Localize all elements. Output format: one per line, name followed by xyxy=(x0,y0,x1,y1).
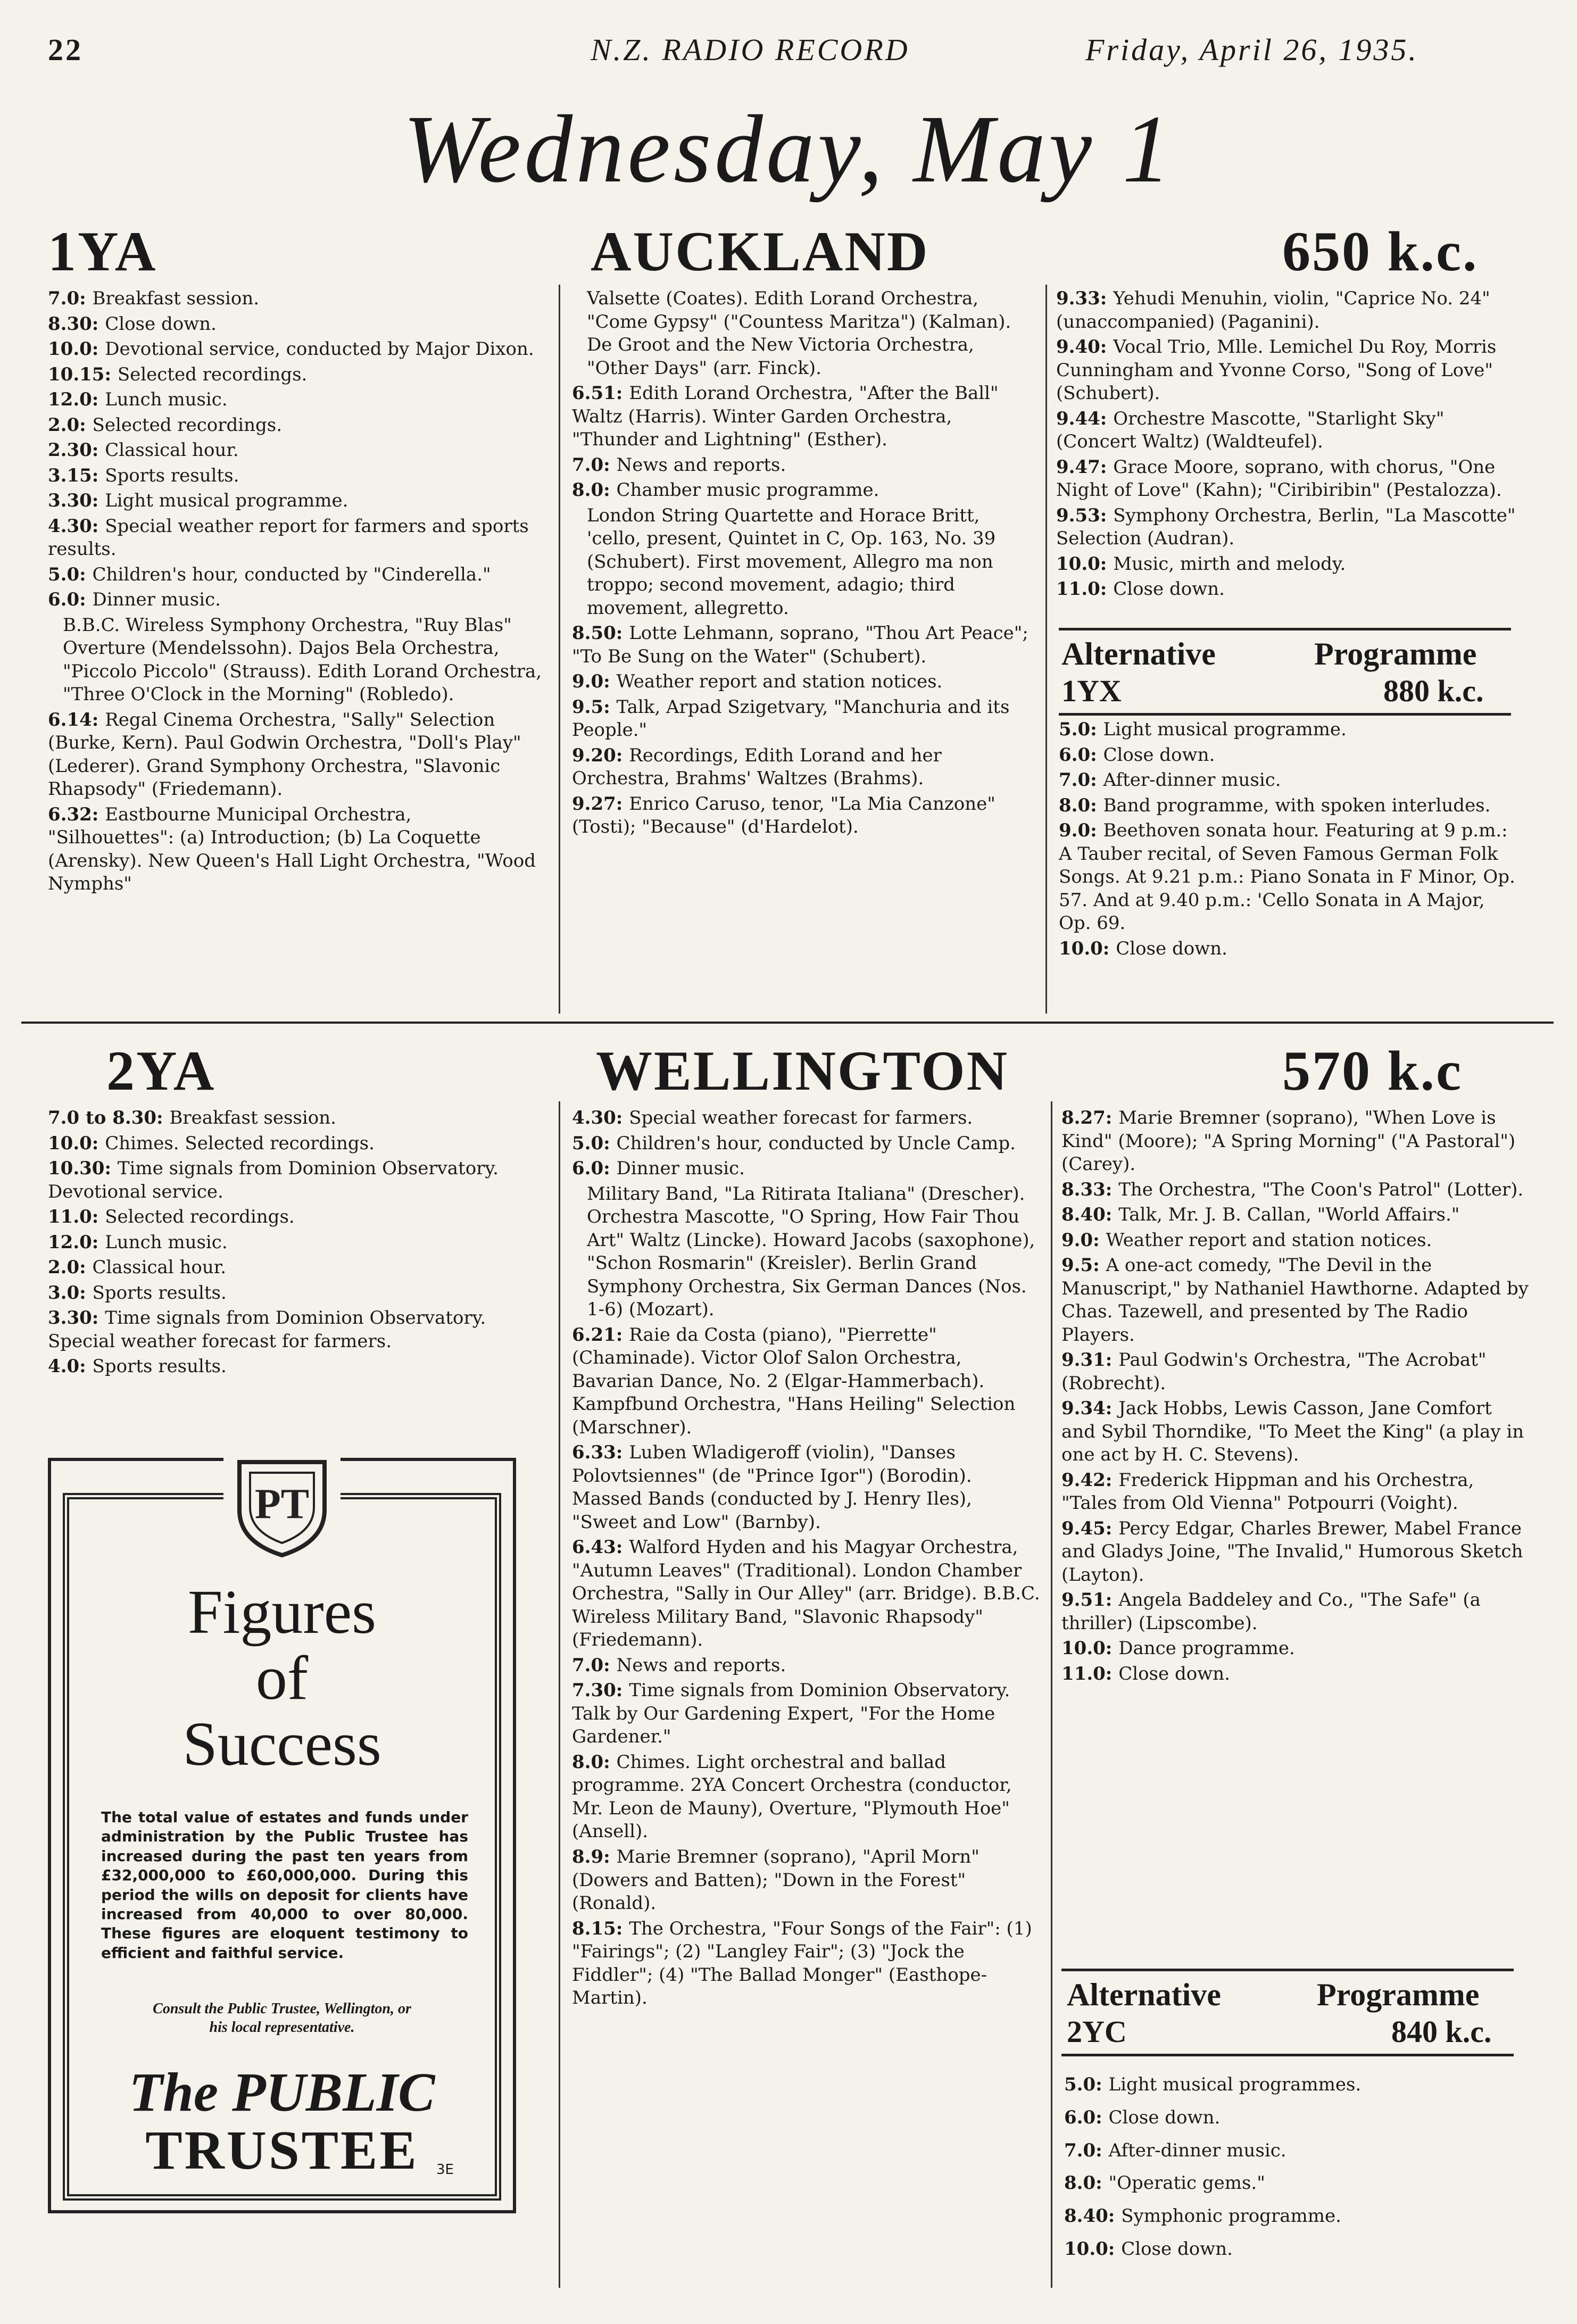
alt-programme-1yx: Programme xyxy=(1314,636,1477,671)
programme-entry xyxy=(1059,769,1522,792)
programme-entry xyxy=(48,338,543,361)
programme-entry xyxy=(1059,744,1522,767)
entry-text: Symphonic programme. xyxy=(1121,2205,1341,2227)
entry-text: Band programme, with spoken interludes. xyxy=(1103,794,1491,816)
entry-text: Military Band, "La Ritirata Italiana" (Drescher). Orchestra Mascotte, "O Spring, How Fair Thou Art" Waltz (Lincke). Howard Jacobs (saxophone), "Schon Rosmarin" (Kreisler). Berlin Grand Symphony Orchestra, Six German Dances (Nos. 1-6) (Mozart). xyxy=(587,1183,1035,1321)
entry-text: Valsette (Coates). Edith Lorand Orchestra, "Come Gypsy" ("Countess Maritza") (Kalman). De Groot and the New Victoria Orchestra, "Other Days" (arr. Finck). xyxy=(587,288,1011,379)
programme-entry xyxy=(1061,1663,1530,1686)
entry-time: 9.0: xyxy=(1059,820,1103,842)
programme-entry xyxy=(1059,937,1522,961)
entry-text: Sports results. xyxy=(105,464,239,486)
entry-text: Time signals from Dominion Observatory. Devotional service. xyxy=(48,1158,499,1202)
entry-text: Music, mirth and melody. xyxy=(1113,553,1346,575)
programme-entry xyxy=(1056,408,1524,454)
entry-text: Lunch music. xyxy=(105,1231,228,1253)
programme-entry xyxy=(572,1441,1040,1534)
alt-2yc-list xyxy=(1064,2070,1522,2267)
advert-inner-border xyxy=(63,1481,501,2201)
programme-entry xyxy=(48,489,543,513)
entry-time: 6.43: xyxy=(572,1537,629,1558)
programme-entry xyxy=(1064,2103,1522,2134)
entry-time: 8.33: xyxy=(1061,1178,1119,1200)
page-number: 22 xyxy=(48,32,83,67)
entry-text: Close down. xyxy=(1113,578,1225,600)
entry-text: Recordings, Edith Lorand and her Orchestra, Brahms' Waltzes (Brahms). xyxy=(572,744,942,790)
programme-entry xyxy=(1059,794,1522,818)
advert-title xyxy=(69,1579,495,1777)
entry-time: 6.0: xyxy=(1064,2106,1109,2128)
advert-brand-2: TRUSTEE xyxy=(145,2120,419,2181)
auckland-column-1 xyxy=(48,287,543,898)
entry-time: 9.31: xyxy=(1061,1349,1119,1371)
programme-entry xyxy=(1064,2070,1522,2101)
crest-icon xyxy=(223,1451,341,1558)
entry-time: 9.0: xyxy=(1061,1229,1106,1251)
entry-text: Light musical programme. xyxy=(105,490,348,512)
entry-text: Raie da Costa (piano), "Pierrette" (Chaminade). Victor Olof Salon Orchestra, Bavarian Dance, No. 2 (Elgar-Hammerbach). Kampfbund Orchestra, "Hans Heiling" Selection (Marschner). xyxy=(572,1324,1016,1438)
programme-entry xyxy=(1064,2234,1522,2265)
entry-text: Sports results. xyxy=(92,1282,227,1304)
programme-entry xyxy=(1056,504,1524,551)
entry-time: 9.51: xyxy=(1061,1589,1119,1611)
programme-entry xyxy=(48,439,543,462)
programme-entry xyxy=(572,744,1035,791)
entry-time: 5.0: xyxy=(48,563,93,585)
alt-label-2yc: Alternative xyxy=(1067,1977,1221,2012)
auckland-call-sign: 1YA xyxy=(48,220,157,283)
alt-call-2yc: 2YC xyxy=(1067,2014,1127,2049)
entry-time: 10.30: xyxy=(48,1158,118,1180)
alt-freq-2yc: 840 k.c. xyxy=(1391,2014,1492,2049)
column-divider xyxy=(559,285,560,1014)
programme-entry xyxy=(572,1132,1040,1156)
entry-time: 4.30: xyxy=(48,515,105,537)
programme-entry xyxy=(48,1157,543,1204)
alt-rule-top xyxy=(1059,628,1511,630)
entry-time: 6.51: xyxy=(572,383,629,404)
entry-text: Close down. xyxy=(105,313,217,335)
entry-text: Weather report and station notices. xyxy=(1106,1229,1432,1251)
entry-time: 10.0: xyxy=(48,338,105,360)
entry-time: 9.42: xyxy=(1061,1469,1119,1491)
entry-time: 7.0: xyxy=(1064,2139,1109,2161)
entry-text: Close down. xyxy=(1108,2106,1221,2128)
programme-entry xyxy=(1061,1469,1530,1515)
entry-text: A one-act comedy, "The Devil in the Manuscript," by Nathaniel Hawthorne. Adapted by Chas. Tazewell, and presented by The Radio Players. xyxy=(1061,1255,1529,1346)
entry-time: 6.32: xyxy=(48,803,105,825)
entry-time: 9.5: xyxy=(1061,1255,1106,1276)
programme-entry xyxy=(572,1679,1040,1749)
programme-entry xyxy=(1061,1204,1530,1227)
wellington-column-1 xyxy=(48,1107,543,1381)
wellington-frequency: 570 k.c xyxy=(1282,1040,1463,1102)
advert-title-3: Success xyxy=(182,1708,381,1779)
advert-title-2: of xyxy=(255,1642,309,1713)
entry-text: Beethoven sonata hour. Featuring at 9 p.m.: A Tauber recital, of Seven Famous German Folk Songs. At 9.21 p.m.: Piano Sonata in F Minor, Op. 57. And at 9.40 p.m.: 'Cello Sonata in A Major, Op. 69. xyxy=(1059,820,1515,934)
entry-text: Children's hour, conducted by Uncle Camp. xyxy=(616,1132,1016,1154)
programme-entry xyxy=(1061,1107,1530,1176)
entry-time: 3.30: xyxy=(48,1307,105,1329)
entry-time: 8.0: xyxy=(1059,794,1103,816)
entry-text: Yehudi Menuhin, violin, "Caprice No. 24" (unaccompanied) (Paganini). xyxy=(1056,288,1490,333)
entry-text: Paul Godwin's Orchestra, "The Acrobat" (Robrecht). xyxy=(1061,1349,1487,1394)
entry-time: 7.0 to 8.30: xyxy=(48,1107,170,1128)
programme-entry xyxy=(48,588,543,612)
entry-time: 9.34: xyxy=(1061,1398,1119,1420)
entry-text: Dance programme. xyxy=(1118,1638,1295,1659)
entry-time: 10.15: xyxy=(48,363,118,385)
programme-entry xyxy=(572,1324,1040,1440)
entry-time: 6.0: xyxy=(572,1158,617,1180)
entry-text: Dinner music. xyxy=(616,1158,745,1180)
entry-time: 10.0: xyxy=(1061,1638,1119,1659)
entry-time: 9.27: xyxy=(572,793,629,815)
entry-time: 8.15: xyxy=(572,1918,629,1939)
entry-time: 10.0: xyxy=(1064,2238,1122,2260)
programme-entry xyxy=(48,803,543,896)
programme-entry xyxy=(572,1536,1040,1652)
entry-time: 9.5: xyxy=(572,696,617,718)
alt-rule-bottom xyxy=(1059,713,1511,716)
programme-entry xyxy=(572,1918,1040,2010)
programme-entry xyxy=(1056,287,1524,334)
programme-entry xyxy=(48,614,543,707)
entry-text: Luben Wladigeroff (violin), "Danses Polovtsiennes" (de "Prince Igor") (Borodin). Massed Bands (conducted by J. Henry Iles), "Sweet and Low" (Barnby). xyxy=(572,1442,972,1533)
programme-entry xyxy=(48,1256,543,1280)
programme-entry xyxy=(572,1157,1040,1181)
entry-text: The Orchestra, "Four Songs of the Fair": (1) "Fairings"; (2) "Langley Fair"; (3) "Jock the Fiddler"; (4) "The Ballad Monger" (Easthope-Martin). xyxy=(572,1918,1032,2009)
entry-time: 9.44: xyxy=(1056,408,1114,429)
entry-time: 7.0: xyxy=(572,454,617,476)
programme-entry xyxy=(1059,718,1522,742)
entry-text: Selected recordings. xyxy=(117,363,308,385)
entry-text: Selected recordings. xyxy=(105,1206,295,1228)
entry-time: 9.47: xyxy=(1056,456,1114,478)
entry-text: Walford Hyden and his Magyar Orchestra, "Autumn Leaves" (Traditional). London Chamber Orchestra, "Sally in Our Alley" (arr. Bridge). B.B.C. Wireless Military Band, "Slavonic Rhapsody" (Friedemann). xyxy=(572,1537,1040,1651)
programme-entry xyxy=(1056,578,1524,601)
entry-text: Weather report and station notices. xyxy=(616,671,943,693)
entry-text: Chamber music programme. xyxy=(616,479,879,501)
programme-entry xyxy=(572,670,1035,694)
entry-text: Eastbourne Municipal Orchestra, "Silhouettes": (a) Introduction; (b) La Coquette (Arensky). New Queen's Hall Light Orchestra, "Wood Nymphs" xyxy=(48,803,536,895)
entry-text: Close down. xyxy=(1103,744,1215,766)
programme-entry xyxy=(48,388,543,412)
entry-text: Special weather report for farmers and sports results. xyxy=(48,515,529,560)
entry-text: After-dinner music. xyxy=(1108,2139,1286,2161)
entry-text: Marie Bremner (soprano), "When Love is Kind" (Moore); "A Spring Morning" ("A Pastoral") (Carey). xyxy=(1061,1107,1516,1175)
entry-text: Close down. xyxy=(1118,1663,1230,1684)
alt-rule-bottom xyxy=(1061,2054,1514,2056)
entry-text: Sports results. xyxy=(92,1356,227,1377)
entry-time: 11.0: xyxy=(48,1206,105,1228)
entry-time: 8.0: xyxy=(572,479,617,501)
entry-time: 8.40: xyxy=(1061,1204,1119,1226)
programme-entry xyxy=(48,1107,543,1130)
entry-text: Regal Cinema Orchestra, "Sally" Selection (Burke, Kern). Paul Godwin Orchestra, "Doll's Play" (Lederer). Grand Symphony Orchestra, "Slavonic Rhapsody" (Friedemann). xyxy=(48,709,521,800)
entry-time: 11.0: xyxy=(1056,578,1114,600)
entry-text: Light musical programme. xyxy=(1103,719,1347,740)
programme-entry xyxy=(48,313,543,336)
entry-text: Light musical programmes. xyxy=(1108,2074,1362,2095)
wellington-call-sign: 2YA xyxy=(106,1040,216,1102)
entry-text: Lunch music. xyxy=(105,389,228,411)
public-trustee-advert xyxy=(48,1458,516,2213)
programme-entry xyxy=(48,1132,543,1156)
entry-text: B.B.C. Wireless Symphony Orchestra, "Ruy Blas" Overture (Mendelssohn). Dajos Bela Orchestra, "Piccolo Piccolo" (Strauss). Edith Lorand Orchestra, "Three O'Clock in the Morning" (Robledo). xyxy=(63,614,542,706)
programme-entry xyxy=(48,1231,543,1255)
crest-letters: PT xyxy=(254,1481,310,1528)
entry-text: Jack Hobbs, Lewis Casson, Jane Comfort and Sybil Thorndike, "To Meet the King" (a play in one act by H. C. Stevens). xyxy=(1061,1398,1524,1466)
entry-text: Close down. xyxy=(1116,937,1227,959)
alt-programme-2yc: Programme xyxy=(1317,1977,1480,2012)
programme-entry xyxy=(48,563,543,587)
entry-time: 8.50: xyxy=(572,622,629,644)
entry-text: News and reports. xyxy=(616,454,786,476)
entry-text: Angela Baddeley and Co., "The Safe" (a thriller) (Lipscombe). xyxy=(1061,1589,1481,1634)
entry-text: News and reports. xyxy=(616,1654,786,1676)
column-divider xyxy=(1051,1101,1052,2288)
column-divider xyxy=(559,1101,560,2288)
entry-text: Selected recordings. xyxy=(92,414,283,436)
programme-entry xyxy=(1061,1229,1530,1252)
entry-time: 10.0: xyxy=(48,1132,105,1154)
entry-time: 6.21: xyxy=(572,1324,629,1346)
entry-text: Enrico Caruso, tenor, "La Mia Canzone" (Tosti); "Because" (d'Hardelot). xyxy=(572,793,995,838)
programme-entry xyxy=(572,1107,1040,1130)
programme-entry xyxy=(1061,1637,1530,1661)
programme-entry xyxy=(48,709,543,801)
programme-entry xyxy=(48,414,543,437)
programme-entry xyxy=(1064,2168,1522,2199)
entry-text: Percy Edgar, Charles Brewer, Mabel France and Gladys Joine, "The Invalid," Humorous Sketch (Layton). xyxy=(1061,1517,1523,1586)
entry-text: Talk, Arpad Szigetvary, "Manchuria and its People." xyxy=(572,696,1010,741)
programme-entry xyxy=(572,479,1035,502)
entry-text: Breakfast session. xyxy=(92,288,260,309)
entry-text: Symphony Orchestra, Berlin, "La Mascotte" Selection (Audran). xyxy=(1056,504,1516,550)
programme-entry xyxy=(48,1307,543,1353)
entry-text: Breakfast session. xyxy=(169,1107,336,1128)
entry-time: 6.14: xyxy=(48,709,105,731)
programme-entry xyxy=(1056,336,1524,405)
alt-label-1yx: Alternative xyxy=(1061,636,1216,671)
entry-text: Classical hour. xyxy=(105,439,239,461)
entry-text: Special weather forecast for farmers. xyxy=(629,1107,973,1128)
entry-time: 2.0: xyxy=(48,414,93,436)
entry-time: 9.20: xyxy=(572,744,629,766)
entry-time: 8.40: xyxy=(1064,2205,1122,2227)
entry-text: Edith Lorand Orchestra, "After the Ball" Waltz (Harris). Winter Garden Orchestra, "Thunder and Lightning" (Esther). xyxy=(572,383,999,451)
entry-time: 12.0: xyxy=(48,1231,105,1253)
programme-entry xyxy=(572,504,1035,620)
advert-code: 3E xyxy=(436,2162,454,2178)
section-divider xyxy=(21,1022,1554,1024)
entry-text: "Operatic gems." xyxy=(1108,2172,1265,2194)
entry-time: 6.0: xyxy=(1059,744,1103,766)
entry-text: Dinner music. xyxy=(92,589,221,611)
entry-text: Talk, Mr. J. B. Callan, "World Affairs." xyxy=(1118,1204,1460,1226)
entry-text: Marie Bremner (soprano), "April Morn" (Dowers and Batten); "Down in the Forest" (Ronald). xyxy=(572,1846,980,1914)
auckland-frequency: 650 k.c. xyxy=(1282,220,1479,283)
entry-time: 7.30: xyxy=(572,1680,629,1702)
entry-time: 8.30: xyxy=(48,313,105,335)
entry-time: 8.9: xyxy=(572,1846,617,1868)
auckland-column-2 xyxy=(572,287,1035,841)
programme-entry xyxy=(572,1751,1040,1844)
entry-text: Vocal Trio, Mlle. Lemichel Du Roy, Morris Cunningham and Yvonne Corso, "Song of Love" (Schubert). xyxy=(1056,336,1497,404)
entry-time: 10.0: xyxy=(1059,937,1116,959)
alt-rule-top xyxy=(1061,1969,1514,1971)
issue-date: Friday, April 26, 1935. xyxy=(1085,32,1418,67)
entry-text: Devotional service, conducted by Major Dixon. xyxy=(105,338,534,360)
entry-time: 4.0: xyxy=(48,1356,93,1377)
wellington-city: WELLINGTON xyxy=(596,1040,1009,1102)
programme-entry xyxy=(1056,553,1524,576)
entry-time: 7.0: xyxy=(1059,769,1103,791)
entry-time: 4.30: xyxy=(572,1107,629,1128)
entry-text: Time signals from Dominion Observatory. Talk by Our Gardening Expert, "For the Home Gardener." xyxy=(572,1680,1010,1748)
entry-time: 3.15: xyxy=(48,464,105,486)
entry-time: 8.27: xyxy=(1061,1107,1119,1128)
entry-text: Children's hour, conducted by "Cinderella." xyxy=(92,563,491,585)
entry-time: 2.0: xyxy=(48,1257,93,1279)
programme-entry xyxy=(48,287,543,311)
entry-text: Close down. xyxy=(1121,2238,1233,2260)
advert-brand xyxy=(69,2063,495,2179)
entry-text: Chimes. Selected recordings. xyxy=(105,1132,375,1154)
entry-time: 9.45: xyxy=(1061,1517,1119,1539)
programme-entry xyxy=(572,622,1035,668)
wellington-column-3 xyxy=(1061,1107,1530,1688)
entry-text: Time signals from Dominion Observatory. Special weather forecast for farmers. xyxy=(48,1307,486,1352)
entry-time: 9.40: xyxy=(1056,336,1114,358)
entry-time: 2.30: xyxy=(48,439,105,461)
entry-time: 11.0: xyxy=(1061,1663,1119,1684)
wellington-column-2 xyxy=(572,1107,1040,2012)
entry-time: 7.0: xyxy=(48,288,93,309)
entry-time: 3.30: xyxy=(48,490,105,512)
programme-entry xyxy=(1064,2136,1522,2167)
programme-entry xyxy=(572,1654,1040,1678)
entry-time: 3.0: xyxy=(48,1282,93,1304)
alt-freq-1yx: 880 k.c. xyxy=(1383,674,1484,708)
programme-entry xyxy=(572,454,1035,477)
entry-text: Chimes. Light orchestral and ballad programme. 2YA Concert Orchestra (conductor, Mr. Leon de Mauny), Overture, "Plymouth Hoe" (Ansell). xyxy=(572,1751,1012,1842)
programme-entry xyxy=(572,793,1035,839)
entry-text: Frederick Hippman and his Orchestra, "Tales from Old Vienna" Potpourri (Voight). xyxy=(1061,1469,1474,1514)
entry-text: Grace Moore, soprano, with chorus, "One Night of Love" (Kahn); "Ciribiribin" (Pestalozza). xyxy=(1056,456,1502,501)
programme-entry xyxy=(572,287,1035,380)
programme-entry xyxy=(1061,1397,1530,1467)
entry-text: Lotte Lehmann, soprano, "Thou Art Peace"; "To Be Sung on the Water" (Schubert). xyxy=(572,622,1028,667)
programme-entry xyxy=(48,464,543,488)
advert-brand-1: The PUBLIC xyxy=(129,2062,435,2123)
entry-text: Orchestre Mascotte, "Starlight Sky" (Concert Waltz) (Waldteufel). xyxy=(1056,408,1445,453)
programme-entry xyxy=(1061,1517,1530,1587)
entry-time: 5.0: xyxy=(1059,719,1103,740)
auckland-column-3 xyxy=(1056,287,1524,603)
entry-time: 5.0: xyxy=(572,1132,617,1154)
programme-entry xyxy=(1056,456,1524,502)
programme-entry xyxy=(1059,819,1522,935)
programme-entry xyxy=(572,1846,1040,1915)
programme-entry xyxy=(48,515,543,561)
programme-entry xyxy=(572,382,1035,452)
programme-entry xyxy=(1061,1349,1530,1395)
entry-time: 8.0: xyxy=(1064,2172,1109,2194)
day-title: Wednesday, May 1 xyxy=(403,96,1174,203)
programme-entry xyxy=(48,1282,543,1305)
programme-entry xyxy=(48,363,543,387)
entry-text: Classical hour. xyxy=(92,1257,227,1279)
programme-entry xyxy=(1061,1254,1530,1347)
advert-title-1: Figures xyxy=(188,1577,376,1647)
advert-consult: Consult the Public Trustee, Wellington, or his local representative. xyxy=(153,2001,411,2036)
programme-entry xyxy=(572,696,1035,742)
entry-time: 5.0: xyxy=(1064,2074,1109,2095)
entry-time: 6.33: xyxy=(572,1442,629,1464)
programme-entry xyxy=(1061,1589,1530,1635)
programme-entry xyxy=(1061,1178,1530,1202)
programme-entry xyxy=(572,1183,1040,1322)
entry-time: 12.0: xyxy=(48,389,105,411)
entry-text: London String Quartette and Horace Britt, 'cello, present, Quintet in C, Op. 163, No. 39 (Schubert). First movement, Allegro ma non troppo; second movement, adagio; third movement, allegretto. xyxy=(587,504,996,619)
alt-1yx-list xyxy=(1059,718,1522,962)
entry-time: 10.0: xyxy=(1056,553,1114,575)
entry-time: 7.0: xyxy=(572,1654,617,1676)
programme-entry xyxy=(1064,2201,1522,2232)
entry-time: 6.0: xyxy=(48,589,93,611)
entry-time: 8.0: xyxy=(572,1751,617,1773)
auckland-city: AUCKLAND xyxy=(591,220,929,283)
entry-time: 9.33: xyxy=(1056,288,1114,309)
advert-body: The total value of estates and funds under administration by the Public Trustee has increased during the past ten years from £32,000,000 to £60,000,000. During this period the wills on deposit for clients have increased from 40,000 to over 80,000. These figures are eloquent testimony to efficient and faithful service. xyxy=(101,1808,468,1962)
paper-title: N.Z. RADIO RECORD xyxy=(591,32,910,67)
entry-time: 9.0: xyxy=(572,671,617,693)
column-divider xyxy=(1045,285,1047,1014)
entry-time: 9.53: xyxy=(1056,504,1114,526)
entry-text: After-dinner music. xyxy=(1103,769,1281,791)
programme-entry xyxy=(48,1355,543,1379)
entry-text: The Orchestra, "The Coon's Patrol" (Lotter). xyxy=(1118,1178,1524,1200)
alt-call-1yx: 1YX xyxy=(1061,674,1122,708)
programme-entry xyxy=(48,1206,543,1229)
